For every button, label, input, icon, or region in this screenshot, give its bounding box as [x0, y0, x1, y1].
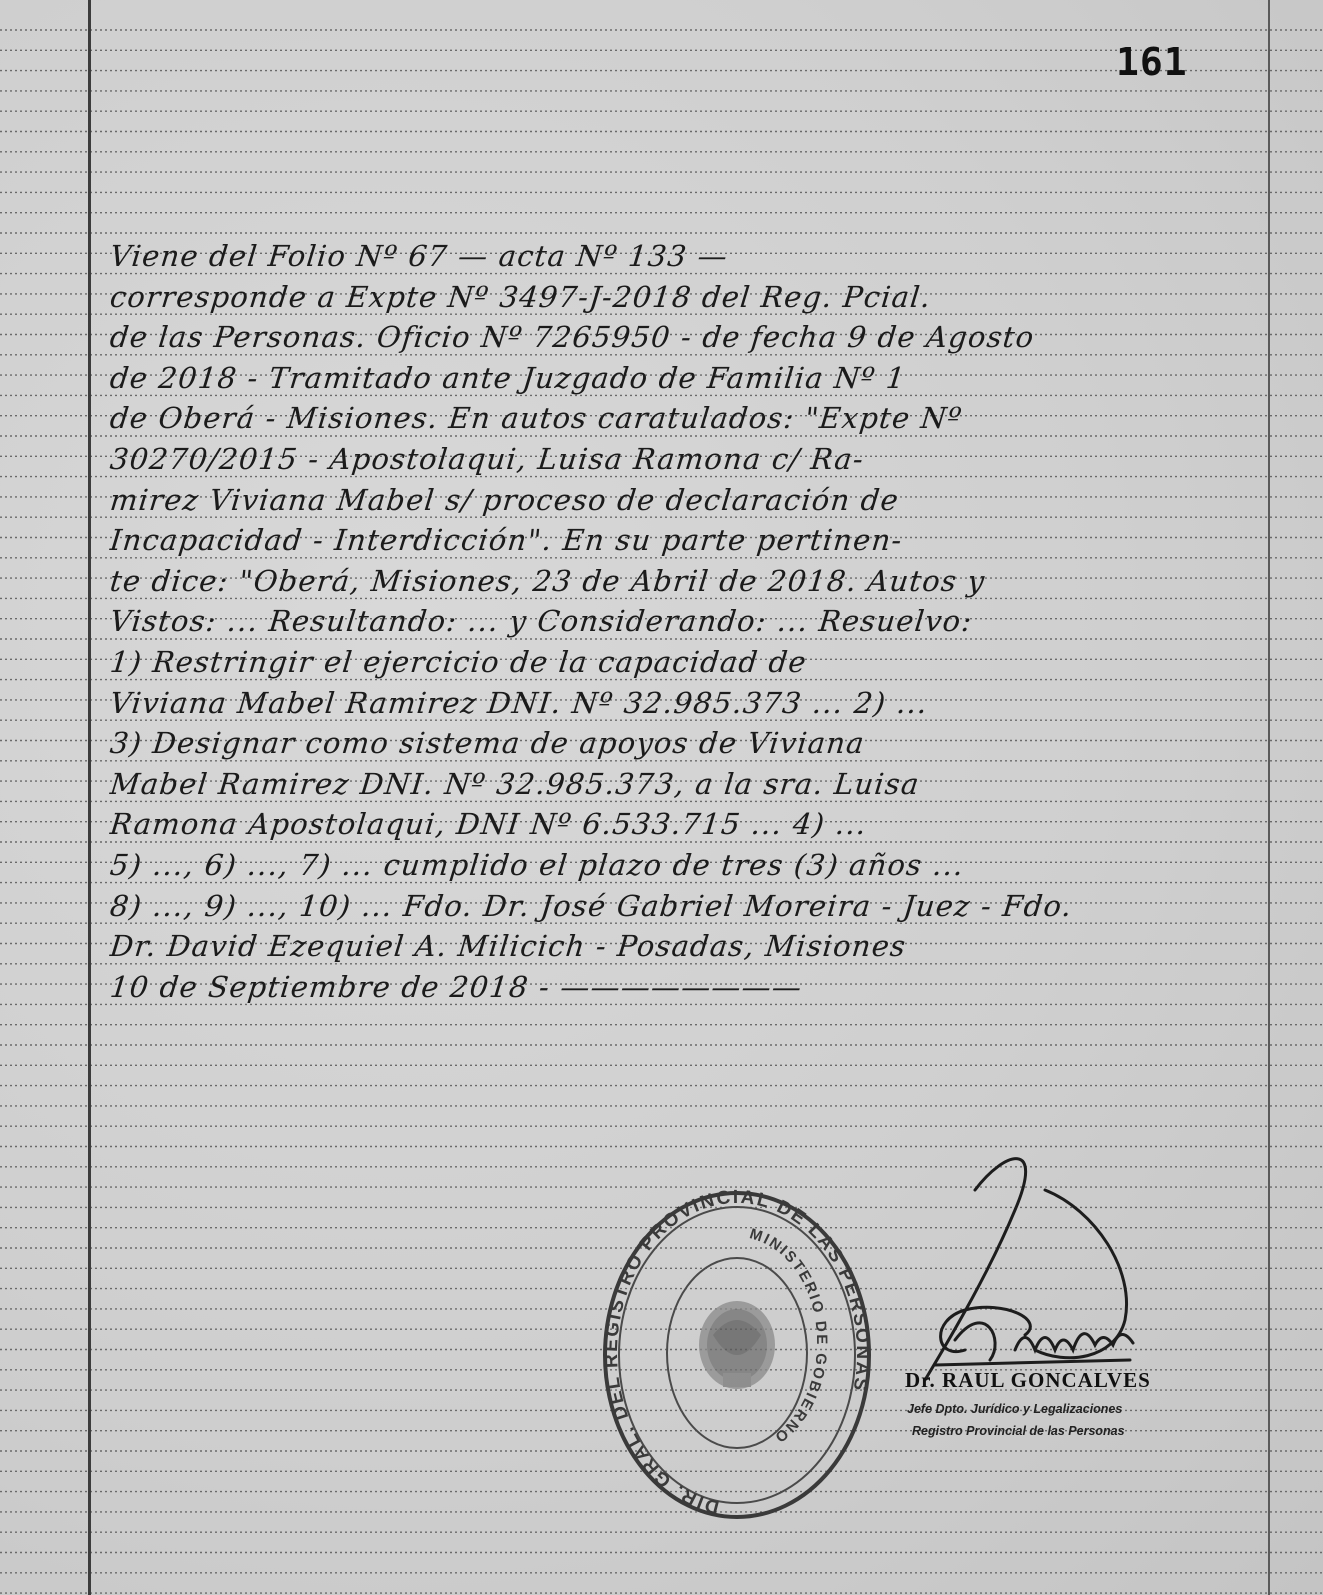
entry-line: de 2018 - Tramitado ante Juzgado de Familia Nº 1 — [108, 360, 908, 395]
entry-line: 10 de Septiembre de 2018 - ———————— — [108, 969, 804, 1004]
entry-line: Viviana Mabel Ramirez DNI. Nº 32.985.373 ... 2) ... — [108, 685, 930, 720]
entry-line: 3) Designar como sistema de apoyos de Viviana — [108, 726, 867, 761]
entry-line: te dice: "Oberá, Misiones, 23 de Abril de 2018. Autos y — [108, 563, 987, 598]
entry-line: de Oberá - Misiones. En autos caratulados: "Expte Nº — [108, 401, 965, 436]
entry-line: 8) ..., 9) ..., 10) ... Fdo. Dr. José Gabriel Moreira - Juez - Fdo. — [108, 888, 1075, 923]
entry-line: Ramona Apostolaqui, DNI Nº 6.533.715 ... 4) ... — [108, 807, 869, 842]
entry-line: 30270/2015 - Apostolaqui, Luisa Ramona c/ Ra- — [108, 441, 866, 476]
entry-line: de las Personas. Oficio Nº 7265950 - de fecha 9 de Agosto — [108, 320, 1037, 355]
entry-line: mirez Viviana Mabel s/ proceso de declaración de — [108, 482, 901, 517]
signatory-name: Dr. RAUL GONCALVES — [905, 1368, 1151, 1392]
seal-inner-text: MINISTERIO DE GOBIERNO — [747, 1225, 831, 1447]
entry-line: corresponde a Expte Nº 3497-J-2018 del Reg. Pcial. — [108, 279, 934, 314]
entry-line: 5) ..., 6) ..., 7) ... cumplido el plazo de tres (3) años ... — [108, 847, 966, 882]
entry-line: Viene del Folio Nº 67 — acta Nº 133 — — [108, 239, 730, 273]
handwritten-entry — [108, 236, 1268, 1007]
handwritten-signature — [895, 1150, 1165, 1400]
folio-number: 161 — [1116, 40, 1188, 84]
signatory-role: Jefe Dpto. Jurídico y Legalizaciones — [907, 1402, 1123, 1416]
entry-line: Mabel Ramirez DNI. Nº 32.985.373, a la sra. Luisa — [108, 766, 922, 801]
entry-line: Dr. David Ezequiel A. Milicich - Posadas, Misiones — [108, 929, 909, 964]
seal-outer-text: DIR. GRAL. DEL REGISTRO PROVINCIAL DE LAS PERSONAS — [600, 1186, 874, 1518]
entry-line: Vistos: ... Resultando: ... y Considerando: ... Resuelvo: — [108, 604, 975, 639]
coat-of-arms-icon — [699, 1301, 775, 1389]
entry-line: Incapacidad - Interdicción". En su parte pertinen- — [108, 523, 905, 558]
signatory-office: Registro Provincial de las Personas — [912, 1424, 1125, 1438]
entry-line: 1) Restringir el ejercicio de la capacidad de — [108, 644, 809, 679]
left-margin-rule — [88, 0, 91, 1595]
official-seal-stamp — [595, 1185, 880, 1530]
